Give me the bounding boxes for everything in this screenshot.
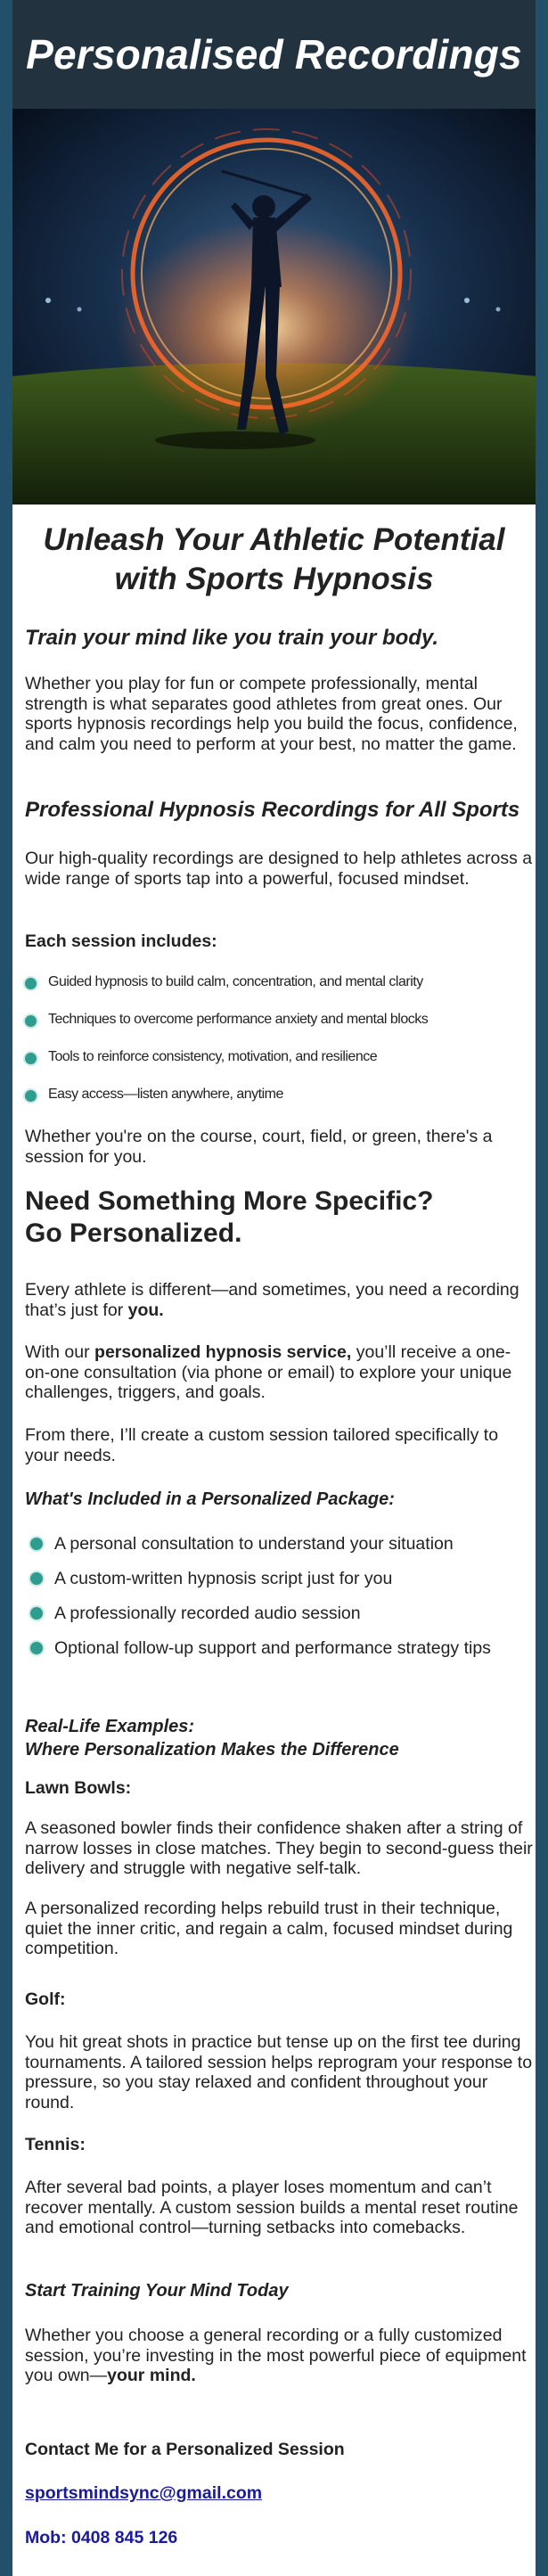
list-item-text: A custom-written hypnosis script just for you xyxy=(54,1569,393,1588)
main-content xyxy=(12,505,536,2576)
main-heading-line2: with Sports Hypnosis xyxy=(114,562,434,596)
personalized-paragraph-2 xyxy=(25,1342,536,1403)
recordings-paragraph: Our high-quality recordings are designed to help athletes across a wide range of sports tap into a powerful, focused mindset. xyxy=(25,849,533,889)
cta-paragraph xyxy=(25,2326,536,2386)
personalized-paragraph-1 xyxy=(25,1280,536,1320)
package-list xyxy=(25,1534,536,1673)
bullet-icon xyxy=(30,1607,43,1620)
list-item-text: Tools to reinforce consistency, motivation, and resilience xyxy=(48,1049,378,1064)
list-item-text: A professionally recorded audio session xyxy=(54,1604,361,1623)
hero-image xyxy=(12,109,536,505)
list-item xyxy=(25,1087,536,1124)
recordings-heading: Professional Hypnosis Recordings for All Sports xyxy=(25,798,520,822)
list-item-text: Easy access—listen anywhere, anytime xyxy=(48,1087,283,1102)
list-item xyxy=(25,1534,536,1569)
bullet-icon xyxy=(30,1642,43,1654)
list-item-text: Optional follow-up support and performance strategy tips xyxy=(54,1638,491,1658)
main-heading xyxy=(12,521,536,599)
main-heading-line1: Unleash Your Athletic Potential xyxy=(43,522,505,557)
paragraph-text: Every athlete is different—and sometimes, you need a recording that’s just for xyxy=(25,1280,519,1320)
intro-paragraph: Whether you play for fun or compete professionally, mental strength is what separates good athletes from great ones. Our sports hypnosis recordings help you build the focus, confidence, and calm you need to perform at your best, no matter the game. xyxy=(25,674,518,754)
tennis-paragraph: After several bad points, a player loses momentum and can’t recover mentally. A custom session builds a mental reset routine and emotional control—turning setbacks into comebacks. xyxy=(25,2178,519,2237)
tennis-heading: Tennis: xyxy=(25,2135,86,2154)
list-item xyxy=(25,974,536,1012)
page-title: Personalised Recordings xyxy=(26,31,522,78)
cta-heading: Start Training Your Mind Today xyxy=(25,2281,289,2301)
page-header xyxy=(12,0,536,109)
golf-paragraph: You hit great shots in practice but tense up on the first tee during tournaments. A tailored session helps reprogram your response to pressure, so you stay relaxed and confident throughout your round. xyxy=(25,2032,533,2112)
emphasis-text: you. xyxy=(127,1300,164,1320)
examples-heading: Real-Life Examples: Where Personalization Makes the Difference xyxy=(25,1717,399,1760)
bullet-icon xyxy=(25,1090,37,1102)
bullet-icon xyxy=(25,1015,37,1027)
bullet-icon xyxy=(25,978,37,989)
emphasis-text: your mind. xyxy=(107,2366,196,2385)
includes-heading: Each session includes: xyxy=(25,931,217,951)
list-item xyxy=(25,1638,536,1673)
personalized-paragraph-3: From there, I’ll create a custom session tailored specifically to your needs. xyxy=(25,1425,499,1465)
golf-heading: Golf: xyxy=(25,1989,66,2009)
session-includes-list xyxy=(25,974,536,1124)
lawn-bowls-paragraph-1: A seasoned bowler finds their confidence shaken after a string of narrow losses in close matches. They begin to second-guess their delivery and struggle with negative self-talk. xyxy=(25,1818,533,1878)
lawn-bowls-heading: Lawn Bowls: xyxy=(25,1778,132,1798)
list-item xyxy=(25,1569,536,1604)
page-frame xyxy=(12,0,536,2576)
personalized-heading: Need Something More Specific? Go Personalized. xyxy=(25,1186,434,1248)
list-item-text: A personal consultation to understand your situation xyxy=(54,1534,454,1554)
mobile-number: Mob: 0408 845 126 xyxy=(25,2528,178,2547)
package-heading: What's Included in a Personalized Package: xyxy=(25,1489,395,1509)
contact-email-row xyxy=(25,2483,536,2504)
list-item-text: Techniques to overcome performance anxiety and mental blocks xyxy=(48,1012,429,1027)
list-item-text: Guided hypnosis to build calm, concentration, and mental clarity xyxy=(48,974,423,989)
contact-heading: Contact Me for a Personalized Session xyxy=(25,2440,345,2459)
paragraph-text: With our xyxy=(25,1342,95,1362)
paragraph-text: Whether you choose a general recording or a fully customized session, you’re investing in the most powerful piece of equipment you own— xyxy=(25,2326,527,2385)
recordings-closing: Whether you're on the course, court, field, or green, there's a session for you. xyxy=(25,1127,493,1167)
tagline: Train your mind like you train your body. xyxy=(25,626,439,650)
bullet-icon xyxy=(25,1053,37,1064)
bullet-icon xyxy=(30,1538,43,1550)
emphasis-text: personalized hypnosis service, xyxy=(94,1342,352,1362)
list-item xyxy=(25,1604,536,1638)
list-item xyxy=(25,1049,536,1087)
bullet-icon xyxy=(30,1572,43,1585)
list-item xyxy=(25,1012,536,1049)
email-link[interactable]: sportsmindsync@gmail.com xyxy=(25,2483,263,2503)
lawn-bowls-paragraph-2: A personalized recording helps rebuild trust in their technique, quiet the inner critic, and regain a calm, focused mindset during competition. xyxy=(25,1899,513,1958)
paragraph-text: you’ll receive a one-on-one consultation (via phone or email) to explore your unique challenges, triggers, and goals. xyxy=(25,1342,512,1402)
